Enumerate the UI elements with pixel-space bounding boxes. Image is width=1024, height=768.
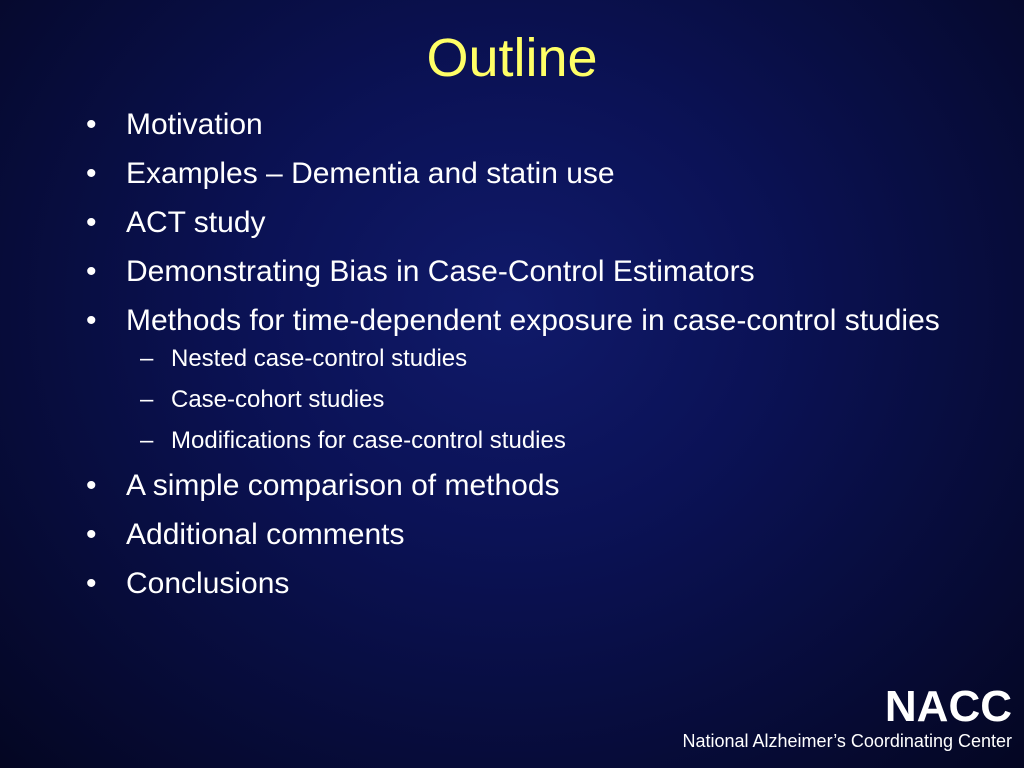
sub-bullet-item [126, 385, 964, 415]
bullet-text: ACT study [126, 206, 266, 239]
bullet-mark: • [86, 206, 97, 239]
bullet-mark: • [86, 255, 97, 288]
sub-bullet-mark: – [140, 427, 154, 454]
sub-bullet-mark: – [140, 345, 154, 372]
bullet-mark: • [86, 157, 97, 190]
bullet-mark: • [86, 567, 97, 600]
sub-bullet-item [126, 344, 964, 374]
bullet-item [84, 565, 964, 603]
bullet-item [84, 106, 964, 144]
logo-name: NACC [884, 682, 1012, 731]
bullet-item [84, 204, 964, 242]
sub-bullet-text: Nested case-control studies [171, 345, 468, 372]
bullet-item [84, 467, 964, 505]
sub-bullet-list [126, 344, 964, 456]
nacc-logo [682, 684, 1012, 752]
bullet-mark: • [86, 518, 97, 551]
bullet-list [84, 106, 964, 614]
sub-bullet-item [126, 426, 964, 456]
sub-bullet-mark: – [140, 386, 154, 413]
bullet-text: Additional comments [126, 518, 405, 551]
sub-bullet-text: Modifications for case-control studies [171, 427, 566, 454]
bullet-text: Examples – Dementia and statin use [126, 157, 615, 190]
bullet-text: A simple comparison of methods [126, 469, 560, 502]
logo-subtitle: National Alzheimer’s Coordinating Center [682, 731, 1012, 751]
bullet-item [84, 516, 964, 554]
bullet-mark: • [86, 469, 97, 502]
bullet-item [84, 302, 964, 456]
bullet-item [84, 253, 964, 291]
bullet-text: Motivation [126, 108, 263, 141]
bullet-text: Demonstrating Bias in Case-Control Estimators [126, 255, 755, 288]
sub-bullet-text: Case-cohort studies [171, 386, 385, 413]
bullet-item [84, 155, 964, 193]
slide-title: Outline [426, 28, 598, 88]
bullet-mark: • [86, 108, 97, 141]
bullet-text: Methods for time-dependent exposure in case-control studies [126, 304, 940, 337]
bullet-text: Conclusions [126, 567, 290, 600]
bullet-mark: • [86, 304, 97, 337]
